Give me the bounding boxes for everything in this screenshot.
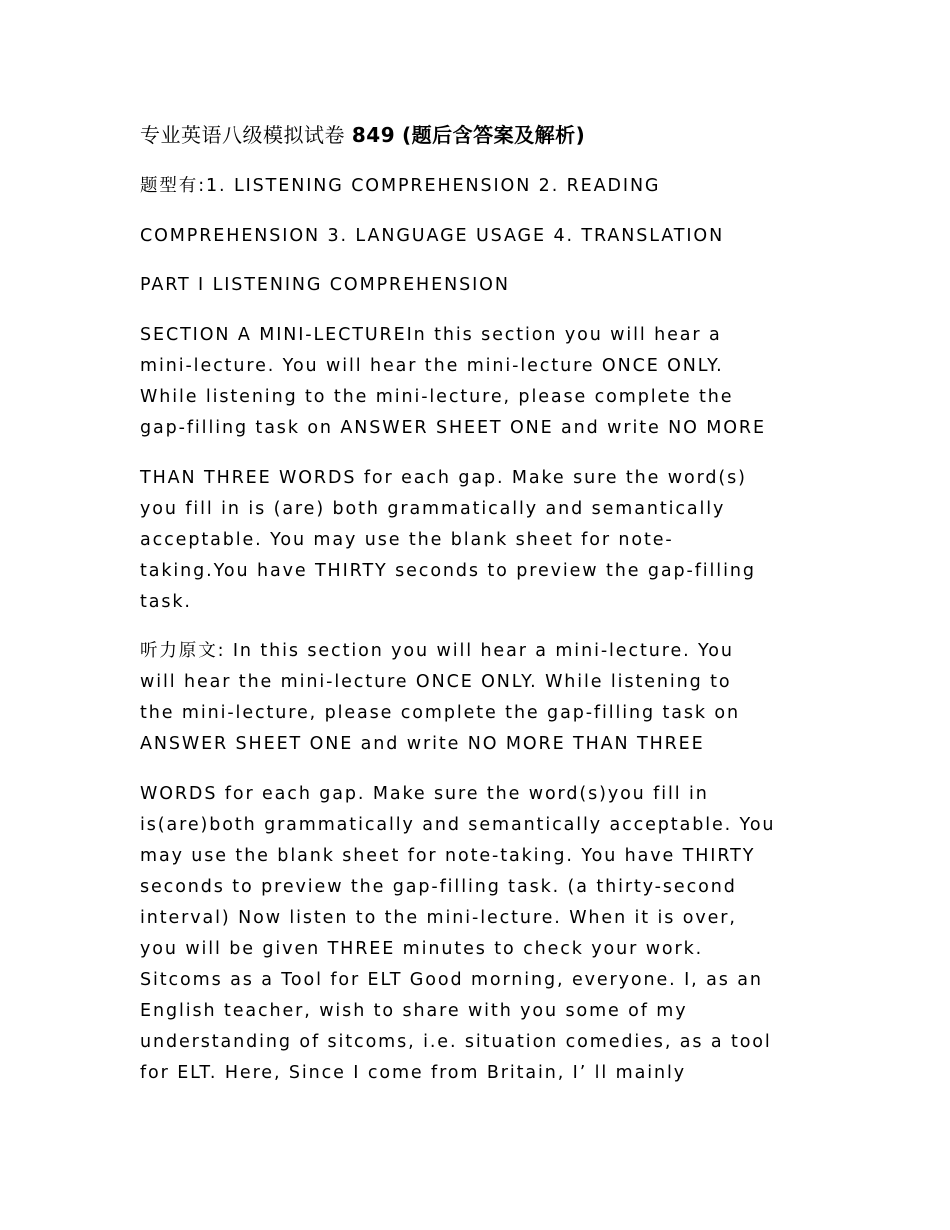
text-line: taking.You have THIRTY seconds to preview the gap-filling (140, 561, 756, 581)
text-line: 题型有:1. LISTENING COMPREHENSION 2. READING (140, 176, 661, 196)
title-suffix: (题后含答案及解析) (401, 123, 586, 147)
text-line: acceptable. You may use the blank sheet for note- (140, 530, 674, 550)
text-line: will hear the mini-lecture ONCE ONLY. While listening to (140, 672, 732, 692)
text-line: is(are)both grammatically and semantically acceptable. You (140, 815, 776, 835)
question-types-line-1 (140, 171, 820, 202)
text-line: THAN THREE WORDS for each gap. Make sure the word(s) (140, 468, 747, 488)
text-line: While listening to the mini-lecture, please complete the (140, 387, 734, 407)
transcript-paragraph-continued (140, 779, 820, 1089)
text-line: the mini-lecture, please complete the gap-filling task on (140, 703, 740, 723)
text-line: 听力原文: In this section you will hear a mini-lecture. You (140, 641, 734, 661)
text-line: WORDS for each gap. Make sure the word(s)you fill in (140, 784, 709, 804)
text-line: understanding of sitcoms, i.e. situation comedies, as a tool (140, 1032, 772, 1052)
section-a-instructions-continued (140, 463, 820, 618)
text-line: you will be given THREE minutes to check your work. (140, 939, 704, 959)
question-types-line-2 (140, 221, 820, 252)
text-line: interval) Now listen to the mini-lecture. When it is over, (140, 908, 737, 928)
text-line: ANSWER SHEET ONE and write NO MORE THAN THREE (140, 734, 705, 754)
title-number: 849 (351, 123, 396, 147)
text-line: mini-lecture. You will hear the mini-lecture ONCE ONLY. (140, 356, 724, 376)
text-line: may use the blank sheet for note-taking. You have THIRTY (140, 846, 756, 866)
text-line: PART I LISTENING COMPREHENSION (140, 275, 510, 295)
text-line: COMPREHENSION 3. LANGUAGE USAGE 4. TRANSLATION (140, 226, 725, 246)
transcript-paragraph (140, 636, 820, 760)
text-line: English teacher, wish to share with you some of my (140, 1001, 688, 1021)
text-line: SECTION A MINI-LECTUREIn this section you will hear a (140, 325, 722, 345)
text-line: Sitcoms as a Tool for ELT Good morning, everyone. I, as an (140, 970, 763, 990)
section-a-instructions (140, 320, 820, 444)
part-heading (140, 270, 820, 301)
title-prefix: 专业英语八级模拟试卷 (140, 123, 345, 147)
text-line: gap-filling task on ANSWER SHEET ONE and write NO MORE (140, 418, 766, 438)
text-line: task. (140, 592, 192, 612)
document-title (140, 120, 820, 150)
text-line: you fill in is (are) both grammatically and semantically (140, 499, 726, 519)
text-line: seconds to preview the gap-filling task. (a thirty-second (140, 877, 737, 897)
text-line: for ELT. Here, Since I come from Britain, I’ ll mainly (140, 1063, 686, 1083)
